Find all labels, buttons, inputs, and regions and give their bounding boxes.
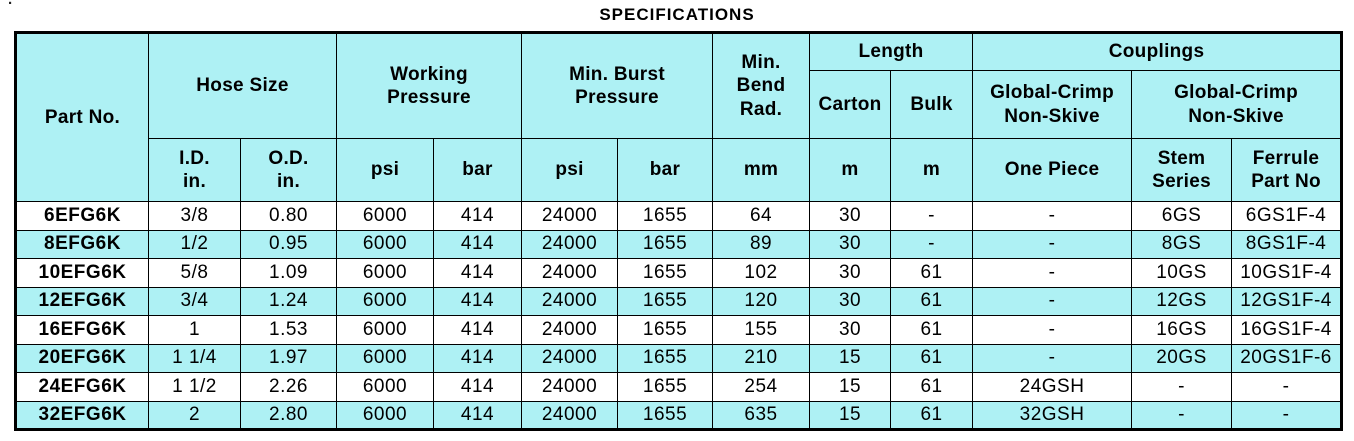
cell-stem-series: 6GS	[1132, 202, 1232, 231]
cell-bulk-m: -	[891, 230, 973, 259]
table-row	[16, 401, 1342, 430]
cell-stem-series: 16GS	[1132, 316, 1232, 345]
col-header-bp-bar: bar	[618, 139, 713, 202]
cell-carton-m: 30	[810, 202, 891, 231]
cell-wp-psi: 6000	[337, 344, 434, 373]
cell-wp-bar: 414	[434, 316, 522, 345]
col-header-carton: Carton	[810, 71, 891, 139]
cell-id-in: 1/2	[149, 230, 241, 259]
cell-id-in: 5/8	[149, 259, 241, 288]
cell-bp-psi: 24000	[522, 401, 618, 430]
cell-od-in: 1.97	[241, 344, 337, 373]
col-header-working-pressure: Working Pressure	[337, 33, 522, 139]
col-header-od-in: O.D. in.	[241, 139, 337, 202]
cell-bp-bar: 1655	[618, 373, 713, 402]
cell-part-no: 24EFG6K	[16, 373, 149, 402]
cell-part-no: 20EFG6K	[16, 344, 149, 373]
cell-wp-psi: 6000	[337, 287, 434, 316]
table-row	[16, 344, 1342, 373]
cell-bulk-m: 61	[891, 344, 973, 373]
cell-wp-psi: 6000	[337, 259, 434, 288]
cell-bp-psi: 24000	[522, 316, 618, 345]
cell-bp-psi: 24000	[522, 373, 618, 402]
cell-od-in: 2.26	[241, 373, 337, 402]
col-header-global-crimp-one-piece: Global-Crimp Non-Skive	[973, 71, 1132, 139]
cell-wp-bar: 414	[434, 259, 522, 288]
cell-bp-psi: 24000	[522, 202, 618, 231]
cell-od-in: 0.95	[241, 230, 337, 259]
cell-bp-bar: 1655	[618, 401, 713, 430]
cell-ferrule-part-no: -	[1232, 373, 1342, 402]
cell-id-in: 3/4	[149, 287, 241, 316]
cell-id-in: 1	[149, 316, 241, 345]
cell-stem-series: 20GS	[1132, 344, 1232, 373]
cell-bp-bar: 1655	[618, 202, 713, 231]
cell-id-in: 1 1/4	[149, 344, 241, 373]
cell-bend-mm: 89	[713, 230, 810, 259]
cell-wp-psi: 6000	[337, 202, 434, 231]
cell-ferrule-part-no: -	[1232, 401, 1342, 430]
table-row	[16, 259, 1342, 288]
cell-bp-bar: 1655	[618, 287, 713, 316]
cell-one-piece: -	[973, 230, 1132, 259]
cell-wp-bar: 414	[434, 202, 522, 231]
table-row	[16, 316, 1342, 345]
table-row	[16, 202, 1342, 231]
col-header-global-crimp-stem-ferrule: Global-Crimp Non-Skive	[1132, 71, 1342, 139]
cell-stem-series: 12GS	[1132, 287, 1232, 316]
cell-od-in: 0.80	[241, 202, 337, 231]
cell-one-piece: -	[973, 287, 1132, 316]
col-header-one-piece: One Piece	[973, 139, 1132, 202]
specifications-table	[14, 31, 1343, 431]
cell-one-piece: 32GSH	[973, 401, 1132, 430]
cell-bend-mm: 102	[713, 259, 810, 288]
col-header-couplings: Couplings	[973, 33, 1342, 71]
col-header-wp-bar: bar	[434, 139, 522, 202]
cell-bend-mm: 155	[713, 316, 810, 345]
cell-bend-mm: 120	[713, 287, 810, 316]
cell-bp-bar: 1655	[618, 230, 713, 259]
cell-wp-bar: 414	[434, 344, 522, 373]
cell-od-in: 1.09	[241, 259, 337, 288]
cell-id-in: 2	[149, 401, 241, 430]
cell-ferrule-part-no: 8GS1F-4	[1232, 230, 1342, 259]
cell-wp-psi: 6000	[337, 316, 434, 345]
col-header-min-bend-rad: Min. Bend Rad.	[713, 33, 810, 139]
cell-bend-mm: 64	[713, 202, 810, 231]
cell-part-no: 8EFG6K	[16, 230, 149, 259]
cell-part-no: 16EFG6K	[16, 316, 149, 345]
cell-bulk-m: -	[891, 202, 973, 231]
cell-part-no: 12EFG6K	[16, 287, 149, 316]
cell-bulk-m: 61	[891, 401, 973, 430]
cell-part-no: 32EFG6K	[16, 401, 149, 430]
cell-part-no: 6EFG6K	[16, 202, 149, 231]
cell-carton-m: 15	[810, 373, 891, 402]
cell-one-piece: -	[973, 202, 1132, 231]
cell-bp-bar: 1655	[618, 316, 713, 345]
col-header-length: Length	[810, 33, 973, 71]
cell-bp-psi: 24000	[522, 287, 618, 316]
cell-id-in: 1 1/2	[149, 373, 241, 402]
cell-carton-m: 30	[810, 230, 891, 259]
col-header-bend-mm: mm	[713, 139, 810, 202]
header-row-1	[16, 33, 1342, 71]
col-header-wp-psi: psi	[337, 139, 434, 202]
cell-part-no: 10EFG6K	[16, 259, 149, 288]
cell-bulk-m: 61	[891, 373, 973, 402]
cell-ferrule-part-no: 12GS1F-4	[1232, 287, 1342, 316]
col-header-id-in: I.D. in.	[149, 139, 241, 202]
cell-od-in: 2.80	[241, 401, 337, 430]
cell-ferrule-part-no: 20GS1F-6	[1232, 344, 1342, 373]
cell-stem-series: 8GS	[1132, 230, 1232, 259]
cell-bend-mm: 254	[713, 373, 810, 402]
col-header-bulk-m: m	[891, 139, 973, 202]
cell-bp-bar: 1655	[618, 259, 713, 288]
cell-ferrule-part-no: 16GS1F-4	[1232, 316, 1342, 345]
header-row-3	[16, 139, 1342, 202]
cell-wp-bar: 414	[434, 287, 522, 316]
col-header-bulk: Bulk	[891, 71, 973, 139]
cell-stem-series: -	[1132, 373, 1232, 402]
col-header-min-burst-pressure: Min. Burst Pressure	[522, 33, 713, 139]
cell-wp-psi: 6000	[337, 401, 434, 430]
cell-one-piece: -	[973, 316, 1132, 345]
cell-bp-bar: 1655	[618, 344, 713, 373]
cell-bulk-m: 61	[891, 316, 973, 345]
cell-stem-series: 10GS	[1132, 259, 1232, 288]
cell-carton-m: 15	[810, 344, 891, 373]
cell-od-in: 1.53	[241, 316, 337, 345]
col-header-hose-size: Hose Size	[149, 33, 337, 139]
table-header	[16, 33, 1342, 202]
cell-wp-bar: 414	[434, 401, 522, 430]
cell-wp-bar: 414	[434, 230, 522, 259]
cell-wp-bar: 414	[434, 373, 522, 402]
col-header-ferrule-part-no: Ferrule Part No	[1232, 139, 1342, 202]
cell-one-piece: -	[973, 259, 1132, 288]
cell-stem-series: -	[1132, 401, 1232, 430]
table-row	[16, 230, 1342, 259]
cell-one-piece: 24GSH	[973, 373, 1132, 402]
col-header-bp-psi: psi	[522, 139, 618, 202]
cell-ferrule-part-no: 10GS1F-4	[1232, 259, 1342, 288]
cell-id-in: 3/8	[149, 202, 241, 231]
col-header-part-no: Part No.	[16, 33, 149, 202]
cell-ferrule-part-no: 6GS1F-4	[1232, 202, 1342, 231]
cell-wp-psi: 6000	[337, 230, 434, 259]
cell-od-in: 1.24	[241, 287, 337, 316]
cell-bend-mm: 210	[713, 344, 810, 373]
cell-wp-psi: 6000	[337, 373, 434, 402]
cell-carton-m: 15	[810, 401, 891, 430]
table-body	[16, 202, 1342, 430]
cell-carton-m: 30	[810, 316, 891, 345]
cell-bp-psi: 24000	[522, 230, 618, 259]
cell-carton-m: 30	[810, 259, 891, 288]
col-header-carton-m: m	[810, 139, 891, 202]
table-row	[16, 287, 1342, 316]
cell-bend-mm: 635	[713, 401, 810, 430]
page-title: SPECIFICATIONS	[599, 5, 755, 24]
col-header-stem-series: Stem Series	[1132, 139, 1232, 202]
cell-bp-psi: 24000	[522, 259, 618, 288]
cell-one-piece: -	[973, 344, 1132, 373]
cell-carton-m: 30	[810, 287, 891, 316]
cell-bp-psi: 24000	[522, 344, 618, 373]
cell-bulk-m: 61	[891, 287, 973, 316]
table-row	[16, 373, 1342, 402]
cell-bulk-m: 61	[891, 259, 973, 288]
